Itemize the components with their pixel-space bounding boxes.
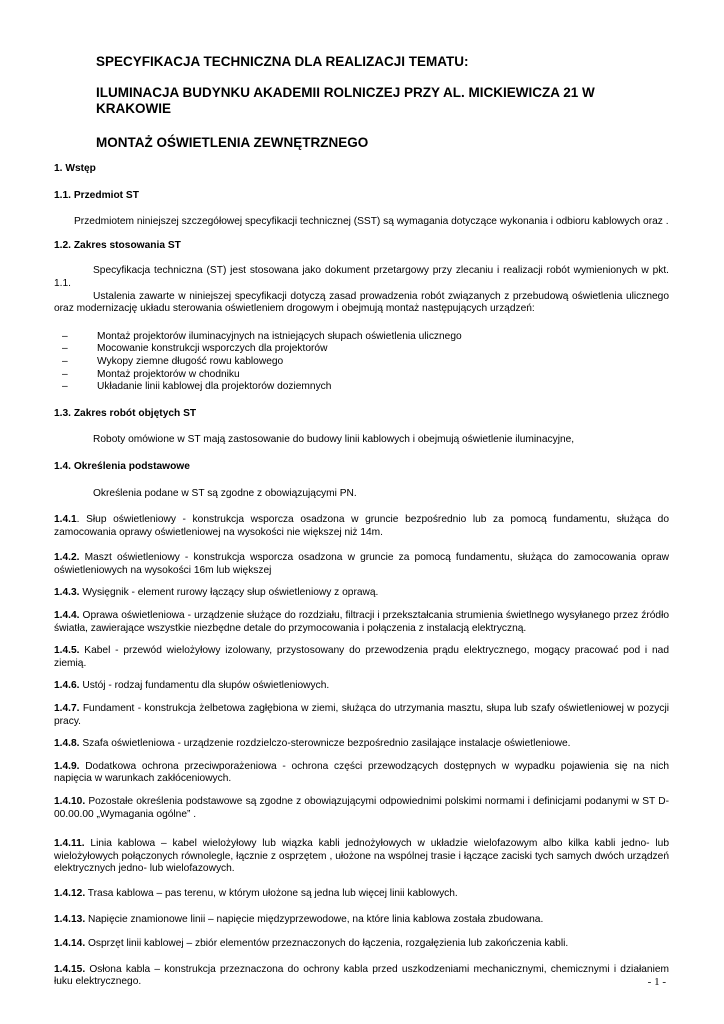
definition-item [54,610,669,635]
document-subtitle: ILUMINACJA BUDYNKU AKADEMII ROLNICZEJ PRZY AL. MICKIEWICZA 21 W KRAKOWIE [96,85,595,116]
definition-item [54,514,669,539]
paragraph-1-2b: Ustalenia zawarte w niniejszej specyfikacji dotyczą zasad prowadzenia robót związanych z przebudową oświetlenia ulicznego oraz modernizację układu sterowania oświetleniem drogowym i obejmują montaż następujących urządzeń: [54,290,669,315]
definition-item [54,888,669,901]
list-item [62,369,669,382]
definition-number: 1.4.12. [54,887,86,899]
list-item-text: Mocowanie konstrukcji wsporczych dla projektorów [97,343,328,355]
bullet-dash: – [62,381,68,393]
definition-text: Maszt oświetleniowy - konstrukcja wsporcza osadzona w gruncie za pomocą fundamentu, służąca do zamocowania opraw oświetleniowych na wysokości 16m lub większej [54,552,669,576]
definition-item [54,645,669,670]
definition-item [54,552,669,577]
list-item-text: Montaż projektorów w chodniku [97,368,240,380]
heading-1: 1. Wstęp [54,163,96,174]
bullet-dash: – [62,330,68,342]
definition-item [54,738,669,751]
definition-item [54,914,669,927]
definition-item [54,838,669,876]
definitions-list [54,514,669,989]
definition-text: Fundament - konstrukcja żelbetowa zagłębiona w ziemi, służąca do utrzymania masztu, słupa lub szafy oświetleniowej w pozycji pracy. [54,703,669,727]
definition-number: 1.4.1 [54,514,77,526]
definition-text: Dodatkowa ochrona przeciwporażeniowa - ochrona części przewodzących dostępnych w wypadku pojawienia się na nich napięcia w warunkach zakłóceniowych. [54,760,669,785]
list-item-text: Układanie linii kablowej dla projektorów doziemnych [97,381,332,393]
definition-text: Linia kablowa – kabel wielożyłowy lub wiązka kabli jednożyłowych w układzie wielofazowym albo kilka kabli jedno- lub wielożyłowych połączonych równolegle, łącznie z osprzętem , ułożone na wspólnej trasie i łączące zaciski tych samych dwóch urządzeń elektrycznych jedno- lub wielofazowych. [54,838,669,875]
definition-text: Trasa kablowa – pas terenu, w którym ułożone są jedna lub więcej linii kablowych. [85,887,458,899]
definition-number: 1.4.11. [54,838,85,850]
definition-number: 1.4.7. [54,703,80,715]
works-list [54,331,669,394]
list-item-text: Wykopy ziemne długość rowu kablowego [97,355,284,367]
heading-1-4: 1.4. Określenia podstawowe [54,460,190,472]
definition-number: 1.4.2. [54,552,80,564]
paragraph-1-2a: Specyfikacja techniczna (ST) jest stosowana jako dokument przetargowy przy zlecaniu i realizacji robót wymienionych w pkt. 1.1. [54,265,669,289]
list-item-text: Montaż projektorów iluminacyjnych na istniejących słupach oświetlenia ulicznego [97,330,462,342]
list-item [62,381,669,394]
document-body [54,163,669,989]
definition-text: Szafa oświetleniowa - urządzenie rozdzielczo-sterownicze bezpośrednio zasilające instalacje oświetleniowe. [79,738,571,750]
definition-item [54,680,669,693]
definition-text: Osprzęt linii kablowej – zbiór elementów przeznaczonych do łączenia, rozgałęzienia lub zakończenia kabli. [85,938,569,950]
definition-text: Wysięgnik - element rurowy łączący słup oświetleniowy z oprawą. [79,587,379,599]
definition-number: 1.4.15. [54,963,86,975]
definition-item [54,796,669,821]
definition-item [54,703,669,728]
definition-number: 1.4.6. [54,680,80,692]
definition-text: Pozostałe określenia podstawowe są zgodne z obowiązującymi odpowiednimi polskimi normami i definicjami podanymi w ST D-00.00.00 „Wymagania ogólne” . [54,796,669,820]
list-item [62,343,669,356]
definition-number: 1.4.8. [54,738,80,750]
definition-number: 1.4.13. [54,913,86,925]
definition-item [54,761,669,786]
definition-number: 1.4.9. [54,760,80,772]
list-item [62,331,669,344]
paragraph-1-4: Określenia podane w ST są zgodne z obowiązującymi PN. [93,487,357,499]
section-heading-main: MONTAŻ OŚWIETLENIA ZEWNĘTRZNEGO [96,135,369,150]
definition-text: Oprawa oświetleniowa - urządzenie służące do rozdziału, filtracji i przekształcania strumienia świetlnego wysyłanego przez źródło światła, zawierające wszystkie niezbędne detale do przymocowania i połączenia z instalacją elektryczną. [54,610,669,634]
heading-1-2: 1.2. Zakres stosowania ST [54,239,181,251]
definition-item [54,587,669,600]
definition-number: 1.4.3. [54,587,80,599]
definition-number: 1.4.14. [54,938,86,950]
definition-text: Napięcie znamionowe linii – napięcie międzyprzewodowe, na które linia kablowa została zbudowana. [85,913,544,925]
definition-item [54,938,669,951]
paragraph-1-3: Roboty omówione w ST mają zastosowanie do budowy linii kablowych i obejmują oświetlenie iluminacyjne, [93,434,575,446]
definition-number: 1.4.4. [54,610,80,622]
document-title: SPECYFIKACJA TECHNICZNA DLA REALIZACJI TEMATU: [96,54,469,69]
definition-item [54,964,669,989]
bullet-dash: – [62,355,68,367]
definition-number: 1.4.10. [54,796,86,807]
definition-number: 1.4.5. [54,645,80,657]
bullet-dash: – [62,368,68,380]
heading-1-3: 1.3. Zakres robót objętych ST [54,407,197,419]
definition-text: . Słup oświetleniowy - konstrukcja wsporcza osadzona w gruncie bezpośrednio lub za pomocą fundamentu, służąca do zamocowania oprawy oświetleniowej na wysokości nie większej niż 14m. [54,514,669,538]
definition-text: Osłona kabla – konstrukcja przeznaczona do ochrony kabla przed uszkodzeniami mechanicznymi, chemicznymi i działaniem łuku elektrycznego. [54,963,669,988]
bullet-dash: – [62,343,68,355]
list-item [62,356,669,369]
paragraph-1-1: Przedmiotem niniejszej szczegółowej specyfikacji technicznej (SST) są wymagania dotyczące wykonania i odbioru kablowych oraz . [74,216,669,228]
definition-text: Ustój - rodzaj fundamentu dla słupów oświetleniowych. [79,680,330,692]
page-number: - 1 - [647,976,666,988]
definition-text: Kabel - przewód wielożyłowy izolowany, przystosowany do przewodzenia prądu elektrycznego, mogący pracować pod i nad ziemią. [54,645,669,669]
heading-1-1: 1.1. Przedmiot ST [54,189,139,201]
